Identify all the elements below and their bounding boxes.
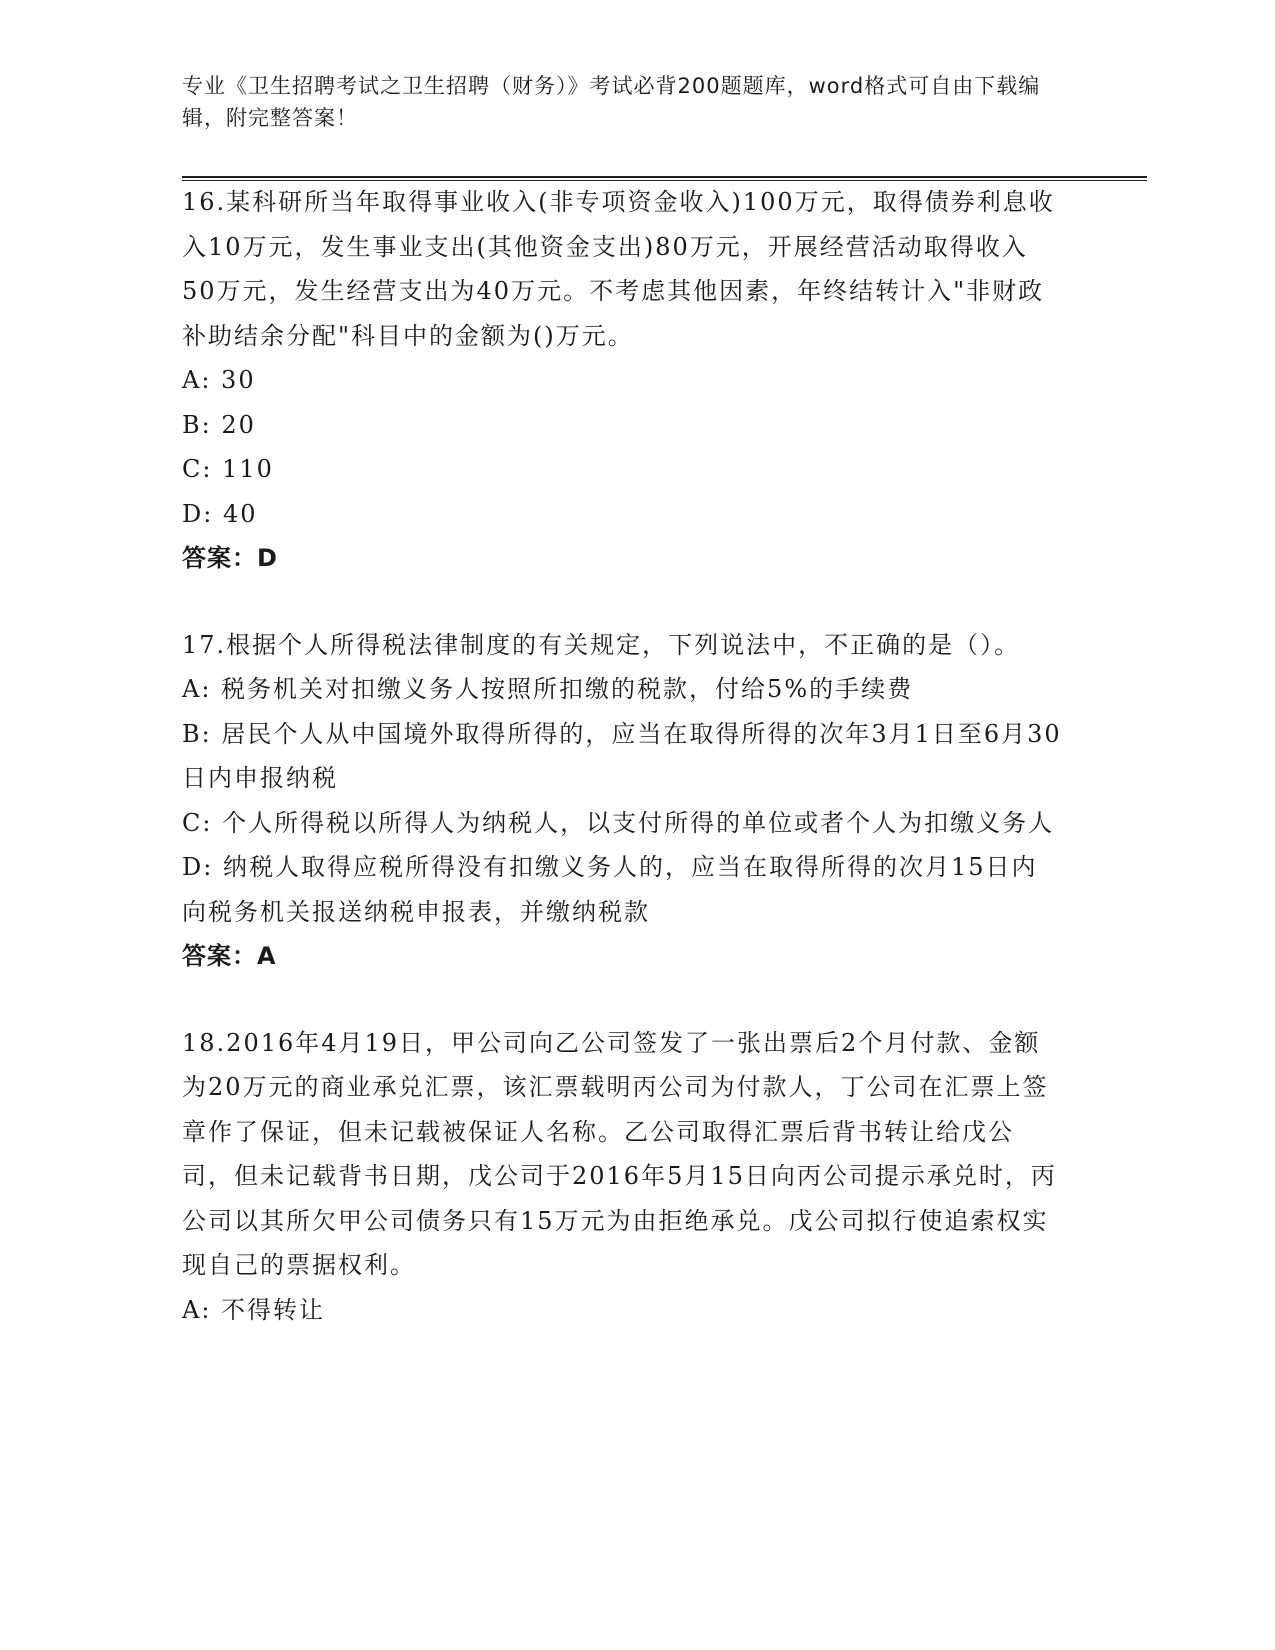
question-17 [182, 623, 1062, 979]
option-b: B: 居民个人从中国境外取得所得的，应当在取得所得的次年3月1日至6月30日内申报纳税 [182, 719, 1062, 792]
question-stem: 17.根据个人所得税法律制度的有关规定，下列说法中，不正确的是（）。 [182, 630, 1021, 659]
option-d: D: 40 [182, 499, 258, 528]
option-d: D: 纳税人取得应税所得没有扣缴义务人的，应当在取得所得的次月15日内向税务机关报送纳税申报表，并缴纳税款 [182, 853, 1038, 926]
option-c: C: 个人所得税以所得人为纳税人，以支付所得的单位或者个人为扣缴义务人 [182, 808, 1055, 837]
option-c: C: 110 [182, 455, 274, 483]
option-b: B: 20 [182, 410, 256, 439]
option-a: A: 不得转让 [182, 1295, 326, 1324]
option-a: A: 税务机关对扣缴义务人按照所扣缴的税款，付给5%的手续费 [182, 675, 914, 703]
spacer [182, 979, 1062, 1021]
answer-line: 答案：D [182, 544, 278, 572]
answer-line: 答案：A [182, 942, 277, 970]
document-header: 专业《卫生招聘考试之卫生招聘（财务）》考试必背200题题库，word格式可自由下载编辑，附完整答案！ [182, 74, 1041, 130]
question-stem: 18.2016年4月19日，甲公司向乙公司签发了一张出票后2个月付款、金额为20万元的商业承兑汇票，该汇票载明丙公司为付款人，丁公司在汇票上签章作了保证，但未记载被保证人名称。乙公司取得汇票后背书转让给戊公司，但未记载背书日期，戊公司于2016年5月15日向丙公司提示承兑时，丙公司以其所欠甲公司债务只有15万元为由拒绝承兑。戊公司拟行使追索权实现自己的票据权利。 [182, 1028, 1057, 1279]
question-stem: 16.某科研所当年取得事业收入(非专项资金收入)100万元，取得债券利息收入10万元，发生事业支出(其他资金支出)80万元，开展经营活动取得收入50万元，发生经营支出为40万元。不考虑其他因素，年终结转计入"非财政补助结余分配"科目中的金额为()万元。 [182, 188, 1055, 350]
document-body [182, 180, 1062, 1332]
option-a: A: 30 [182, 366, 256, 394]
question-16 [182, 180, 1062, 581]
question-18 [182, 1021, 1062, 1333]
spacer [182, 581, 1062, 623]
